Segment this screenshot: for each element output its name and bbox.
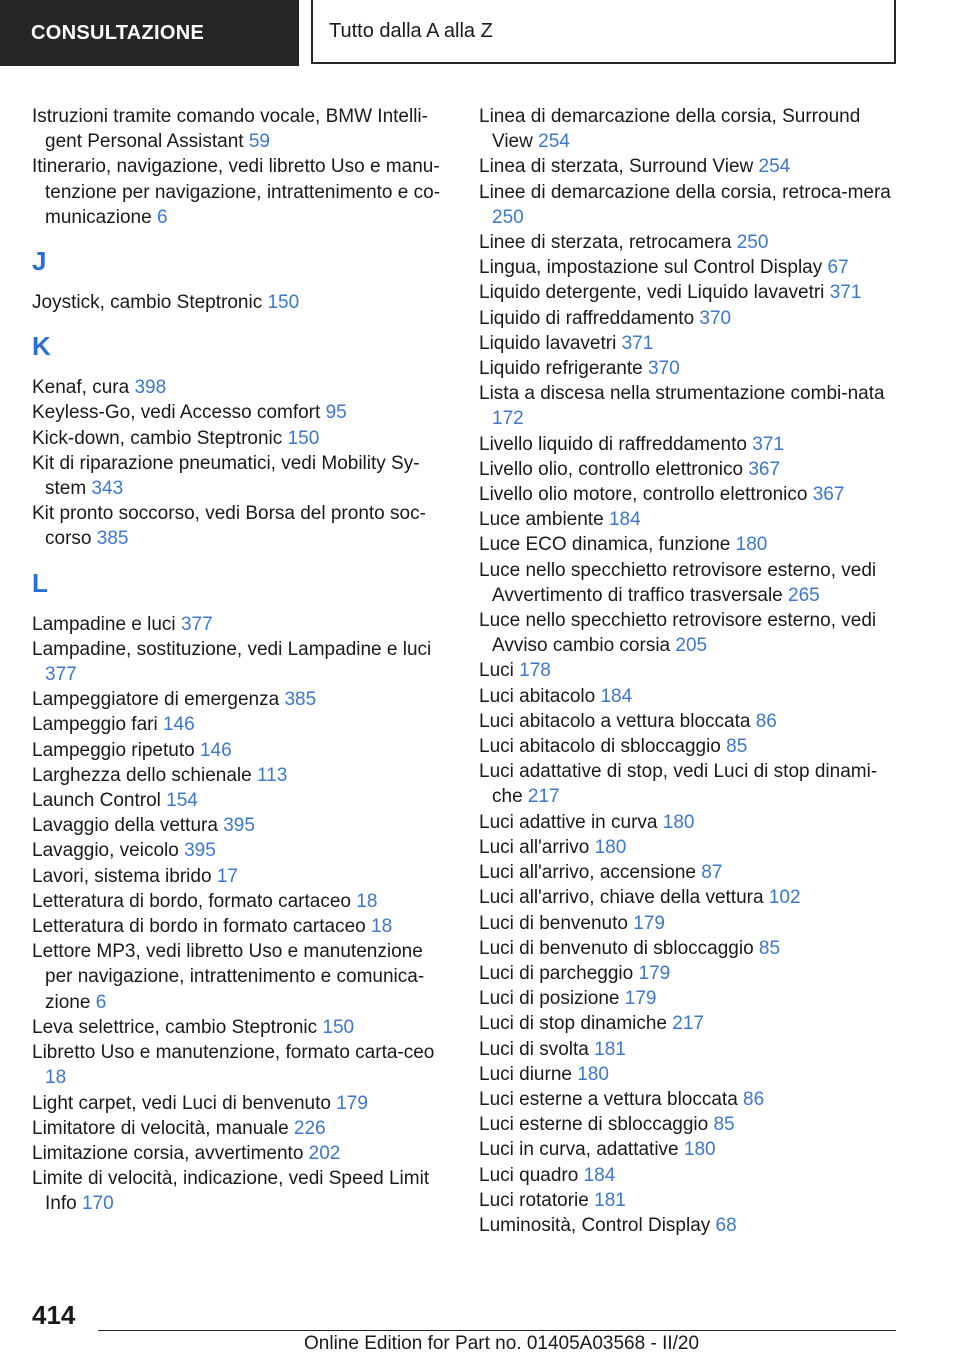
- index-entry-text: Linee di sterzata, retrocamera: [479, 232, 732, 254]
- page-reference-link[interactable]: 377: [45, 664, 77, 686]
- index-entry-text: Luce ECO dinamica, funzione: [479, 534, 731, 556]
- edition-note: Online Edition for Part no. 01405A03568 - II/20: [304, 1333, 700, 1354]
- index-entry-text: Limitazione corsia, avvertimento: [32, 1142, 304, 1164]
- page-reference-link[interactable]: 6: [95, 991, 107, 1013]
- page-header: [0, 0, 960, 66]
- page-reference-link[interactable]: 385: [96, 528, 129, 550]
- page-reference-link[interactable]: 398: [134, 377, 167, 399]
- index-entry: [32, 154, 452, 230]
- section-tab: [0, 0, 299, 66]
- page-reference-link[interactable]: 86: [755, 710, 777, 732]
- index-entry: [32, 763, 452, 788]
- index-entry: [479, 961, 899, 986]
- section-title: CONSULTAZIONE: [31, 21, 205, 44]
- page-number: 414: [32, 1300, 76, 1330]
- index-entry-text: Liquido detergente, vedi Liquido lavavetri: [479, 282, 825, 304]
- page-reference-link[interactable]: 181: [594, 1038, 626, 1060]
- index-entry: [479, 835, 899, 860]
- page-reference-link[interactable]: 367: [748, 458, 781, 480]
- index-column-right: [479, 104, 899, 1238]
- page-reference-link[interactable]: 67: [827, 257, 849, 279]
- index-entry-text: Luci di svolta: [479, 1038, 589, 1060]
- index-entry-text: Livello liquido di raffreddamento: [479, 433, 747, 455]
- index-entry: [479, 154, 899, 179]
- page-reference-link[interactable]: 87: [701, 862, 723, 884]
- index-entry: [32, 451, 452, 501]
- index-entry-text: Letteratura di bordo, formato cartaceo: [32, 890, 351, 912]
- index-entry: [479, 759, 899, 809]
- index-entry-text: Linea di sterzata, Surround View: [479, 156, 754, 178]
- index-entry: [32, 426, 452, 451]
- page-reference-link[interactable]: 205: [675, 635, 708, 657]
- page-reference-link[interactable]: 371: [621, 332, 654, 354]
- page-reference-link[interactable]: 150: [322, 1016, 355, 1038]
- index-entry-text: Lampadine, sostituzione, vedi Lampadine e luci: [32, 638, 432, 660]
- index-entry-text: Liquido refrigerante: [479, 358, 643, 380]
- index-entry-text: Leva selettrice, cambio Steptronic: [32, 1016, 318, 1038]
- page-reference-link[interactable]: 179: [624, 988, 657, 1010]
- index-entry-text: Limitatore di velocità, manuale: [32, 1117, 289, 1139]
- index-entry: [32, 501, 452, 551]
- page-reference-link[interactable]: 180: [735, 534, 768, 556]
- index-entry-text: Luci di benvenuto di sbloccaggio: [479, 937, 754, 959]
- index-entry: [479, 180, 899, 230]
- index-entry-text: Luci all'arrivo, chiave della vettura: [479, 887, 764, 909]
- index-entry: [479, 482, 899, 507]
- index-entry: [479, 1112, 899, 1137]
- index-entry: [479, 558, 899, 608]
- index-entry: [32, 838, 452, 863]
- index-entry: [479, 684, 899, 709]
- index-entry-text: Lavaggio, veicolo: [32, 840, 179, 862]
- page-reference-link[interactable]: 370: [699, 307, 732, 329]
- index-entry-text: Luci adattative di stop, vedi Luci di stop dinami-che: [479, 761, 878, 808]
- index-entry: [32, 637, 452, 687]
- index-entry-text: Linee di demarcazione della corsia, retroca-mera: [479, 181, 891, 203]
- page-reference-link[interactable]: 370: [648, 358, 680, 380]
- index-entry-text: Luci abitacolo di sbloccaggio: [479, 736, 721, 758]
- index-entry-text: Limite di velocità, indicazione, vedi Speed Limit Info: [32, 1168, 430, 1215]
- index-entry-text: Keyless-Go, vedi Accesso comfort: [32, 402, 321, 424]
- index-entry: [32, 1015, 452, 1040]
- index-entry-text: Liquido lavavetri: [479, 332, 617, 354]
- page-reference-link[interactable]: 178: [519, 660, 551, 682]
- index-entry-text: Lavaggio della vettura: [32, 815, 218, 837]
- index-entry-text: Light carpet, vedi Luci di benvenuto: [32, 1092, 331, 1114]
- index-entry-text: Luce nello specchietto retrovisore esterno, vedi Avviso cambio corsia: [479, 610, 877, 657]
- index-entry: [479, 986, 899, 1011]
- index-entry: [479, 936, 899, 961]
- index-entry-text: Luci di parcheggio: [479, 962, 634, 984]
- index-entry: [32, 889, 452, 914]
- index-entry-text: Luci: [479, 660, 514, 682]
- index-entry-text: Livello olio motore, controllo elettronico: [479, 484, 808, 506]
- index-entry: [479, 432, 899, 457]
- page-reference-link[interactable]: 6: [156, 206, 168, 228]
- index-entry-text: Luci diurne: [479, 1063, 572, 1085]
- index-entry: [32, 864, 452, 889]
- index-entry: [32, 939, 452, 1015]
- index-entry: [479, 860, 899, 885]
- index-entry-text: Lavori, sistema ibrido: [32, 865, 212, 887]
- page-reference-link[interactable]: 85: [726, 736, 748, 758]
- page-reference-link[interactable]: 179: [638, 962, 671, 984]
- index-entry: [32, 1166, 452, 1216]
- page-reference-link[interactable]: 180: [594, 836, 627, 858]
- index-entry: [32, 1091, 452, 1116]
- index-entry-text: Lampeggiatore di emergenza: [32, 689, 280, 711]
- page-reference-link[interactable]: 68: [715, 1214, 737, 1236]
- index-entry-text: Letteratura di bordo in formato cartaceo: [32, 916, 366, 938]
- page-reference-link[interactable]: 85: [758, 937, 781, 959]
- index-entry: [32, 612, 452, 637]
- index-entry-text: Lampadine e luci: [32, 613, 176, 635]
- index-entry: [479, 885, 899, 910]
- page-reference-link[interactable]: 184: [600, 685, 633, 707]
- page-reference-link[interactable]: 95: [325, 402, 347, 424]
- index-entry: [479, 658, 899, 683]
- index-entry: [479, 1011, 899, 1036]
- page-reference-link[interactable]: 17: [216, 865, 238, 887]
- index-entry: [32, 1040, 452, 1090]
- index-entry-text: Luci in curva, adattative: [479, 1139, 679, 1161]
- page-reference-link[interactable]: 172: [492, 408, 524, 430]
- page-reference-link[interactable]: 18: [45, 1067, 67, 1089]
- page-reference-link[interactable]: 18: [356, 890, 378, 912]
- page-reference-link[interactable]: 377: [180, 613, 213, 635]
- index-letter-heading: L: [32, 567, 48, 598]
- index-entry: [32, 290, 452, 315]
- chapter-title: Tutto dalla A alla Z: [329, 19, 493, 42]
- index-entry: [479, 911, 899, 936]
- index-entry-text: Luminosità, Control Display: [479, 1214, 711, 1236]
- index-entry: [479, 280, 899, 305]
- index-entry-text: Luci all'arrivo, accensione: [479, 862, 696, 884]
- page-reference-link[interactable]: 113: [257, 764, 288, 786]
- page-reference-link[interactable]: 18: [371, 916, 393, 938]
- index-entry: [479, 104, 899, 154]
- page-reference-link[interactable]: 150: [267, 292, 300, 314]
- page-reference-link[interactable]: 181: [594, 1189, 626, 1211]
- index-entry: [479, 381, 899, 431]
- page-reference-link[interactable]: 146: [162, 714, 195, 736]
- page-reference-link[interactable]: 170: [81, 1193, 114, 1215]
- index-entry-text: Libretto Uso e manutenzione, formato carta-ceo: [32, 1042, 435, 1064]
- page-reference-link[interactable]: 184: [583, 1164, 616, 1186]
- index-entry-text: Lingua, impostazione sul Control Display: [479, 257, 823, 279]
- index-entry-text: Luci di benvenuto: [479, 912, 628, 934]
- page-reference-link[interactable]: 150: [287, 427, 320, 449]
- index-entry: [479, 255, 899, 280]
- page-reference-link[interactable]: 180: [577, 1063, 609, 1085]
- page-reference-link[interactable]: 86: [743, 1088, 765, 1110]
- page-reference-link[interactable]: 343: [91, 478, 124, 500]
- index-entry-text: Luci abitacolo a vettura bloccata: [479, 710, 751, 732]
- index-entry: [479, 1163, 899, 1188]
- index-column-left: [32, 104, 452, 1217]
- index-entry-text: Luci abitacolo: [479, 685, 596, 707]
- index-entry: [479, 810, 899, 835]
- chapter-tab: [311, 0, 896, 64]
- index-entry: [32, 813, 452, 838]
- page-reference-link[interactable]: 102: [768, 887, 801, 909]
- index-entry: [479, 608, 899, 658]
- index-entry: [32, 1141, 452, 1166]
- footer-divider: [98, 1330, 896, 1331]
- page-reference-link[interactable]: 179: [336, 1092, 368, 1114]
- index-entry: [32, 400, 452, 425]
- index-entry-text: Kenaf, cura: [32, 377, 130, 399]
- index-entry: [32, 738, 452, 763]
- page-reference-link[interactable]: 202: [308, 1142, 341, 1164]
- index-entry-text: Larghezza dello schienale: [32, 764, 252, 786]
- page-reference-link[interactable]: 371: [752, 433, 784, 455]
- page-reference-link[interactable]: 59: [248, 131, 270, 153]
- index-entry-text: Lampeggio ripetuto: [32, 739, 195, 761]
- index-entry-text: Luci all'arrivo: [479, 836, 590, 858]
- index-entry-text: Lista a discesa nella strumentazione combi-nata: [479, 383, 885, 405]
- index-entry: [479, 1137, 899, 1162]
- index-entry: [479, 1188, 899, 1213]
- page-reference-link[interactable]: 180: [683, 1139, 716, 1161]
- page-reference-link[interactable]: 184: [608, 509, 641, 531]
- index-entry-text: Luci adattive in curva: [479, 811, 658, 833]
- index-entry-text: Linea di demarcazione della corsia, Surround View: [479, 106, 861, 153]
- index-entry-text: Luci rotatorie: [479, 1189, 589, 1211]
- index-entry-text: Luci esterne di sbloccaggio: [479, 1114, 709, 1136]
- index-entry-text: Kick-down, cambio Steptronic: [32, 427, 283, 449]
- index-entry-text: Kit di riparazione pneumatici, vedi Mobility Sy-stem: [32, 452, 420, 500]
- page-reference-link[interactable]: 146: [199, 739, 232, 761]
- page-reference-link[interactable]: 85: [713, 1114, 735, 1136]
- index-entry-text: Luci quadro: [479, 1164, 579, 1186]
- page-reference-link[interactable]: 250: [736, 232, 769, 254]
- index-letter-heading: J: [32, 246, 47, 277]
- page-reference-link[interactable]: 180: [662, 811, 695, 833]
- page-reference-link[interactable]: 179: [633, 912, 665, 934]
- index-entry-text: Livello olio, controllo elettronico: [479, 458, 744, 480]
- index-entry-text: Luci esterne a vettura bloccata: [479, 1088, 738, 1110]
- index-entry-text: Luce ambiente: [479, 509, 604, 531]
- index-entry: [479, 331, 899, 356]
- index-entry: [479, 1213, 899, 1238]
- page-reference-link[interactable]: 217: [672, 1013, 704, 1035]
- index-entry: [32, 788, 452, 813]
- index-entry-text: Itinerario, navigazione, vedi libretto Uso e manu-tenzione per navigazione, intrattenimento e co-municazione: [32, 156, 441, 228]
- index-entry-text: Luci di posizione: [479, 988, 620, 1010]
- index-entry: [32, 712, 452, 737]
- page-reference-link[interactable]: 367: [812, 484, 845, 506]
- page-reference-link[interactable]: 371: [829, 282, 862, 304]
- index-entry: [479, 507, 899, 532]
- index-entry-text: Luce nello specchietto retrovisore esterno, vedi Avvertimento di traffico trasversale: [479, 559, 877, 606]
- index-entry-text: Joystick, cambio Steptronic: [32, 292, 263, 314]
- index-entry: [479, 1087, 899, 1112]
- index-entry: [32, 914, 452, 939]
- page-reference-link[interactable]: 395: [223, 815, 255, 837]
- index-entry-text: Lettore MP3, vedi libretto Uso e manutenzione per navigazione, intrattenimento e comunica-zione: [32, 941, 425, 1013]
- index-entry: [479, 1062, 899, 1087]
- index-entry-text: Istruzioni tramite comando vocale, BMW Intelli-gent Personal Assistant: [32, 106, 428, 153]
- index-entry: [32, 104, 452, 154]
- index-entry: [479, 230, 899, 255]
- index-entry: [479, 356, 899, 381]
- index-entry: [32, 687, 452, 712]
- page-reference-link[interactable]: 385: [284, 689, 317, 711]
- index-entry-text: Kit pronto soccorso, vedi Borsa del pronto soc-corso: [32, 503, 426, 550]
- page-reference-link[interactable]: 395: [184, 840, 216, 862]
- page-reference-link[interactable]: 250: [492, 206, 524, 228]
- index-entry-text: Lampeggio fari: [32, 714, 158, 736]
- page-reference-link[interactable]: 154: [166, 790, 198, 812]
- page-reference-link[interactable]: 254: [538, 131, 570, 153]
- index-entry: [479, 457, 899, 482]
- index-entry-text: Luci di stop dinamiche: [479, 1013, 667, 1035]
- index-entry: [479, 306, 899, 331]
- index-letter-heading: K: [32, 331, 51, 362]
- page-reference-link[interactable]: 265: [788, 584, 820, 606]
- index-entry-text: Liquido di raffreddamento: [479, 307, 695, 329]
- index-entry: [32, 375, 452, 400]
- index-entry: [32, 1116, 452, 1141]
- index-entry: [479, 532, 899, 557]
- page-reference-link[interactable]: 254: [758, 156, 791, 178]
- index-entry: [479, 709, 899, 734]
- page-reference-link[interactable]: 226: [293, 1117, 326, 1139]
- index-entry: [479, 1037, 899, 1062]
- index-entry: [479, 734, 899, 759]
- page-reference-link[interactable]: 217: [527, 786, 560, 808]
- index-entry-text: Launch Control: [32, 790, 161, 812]
